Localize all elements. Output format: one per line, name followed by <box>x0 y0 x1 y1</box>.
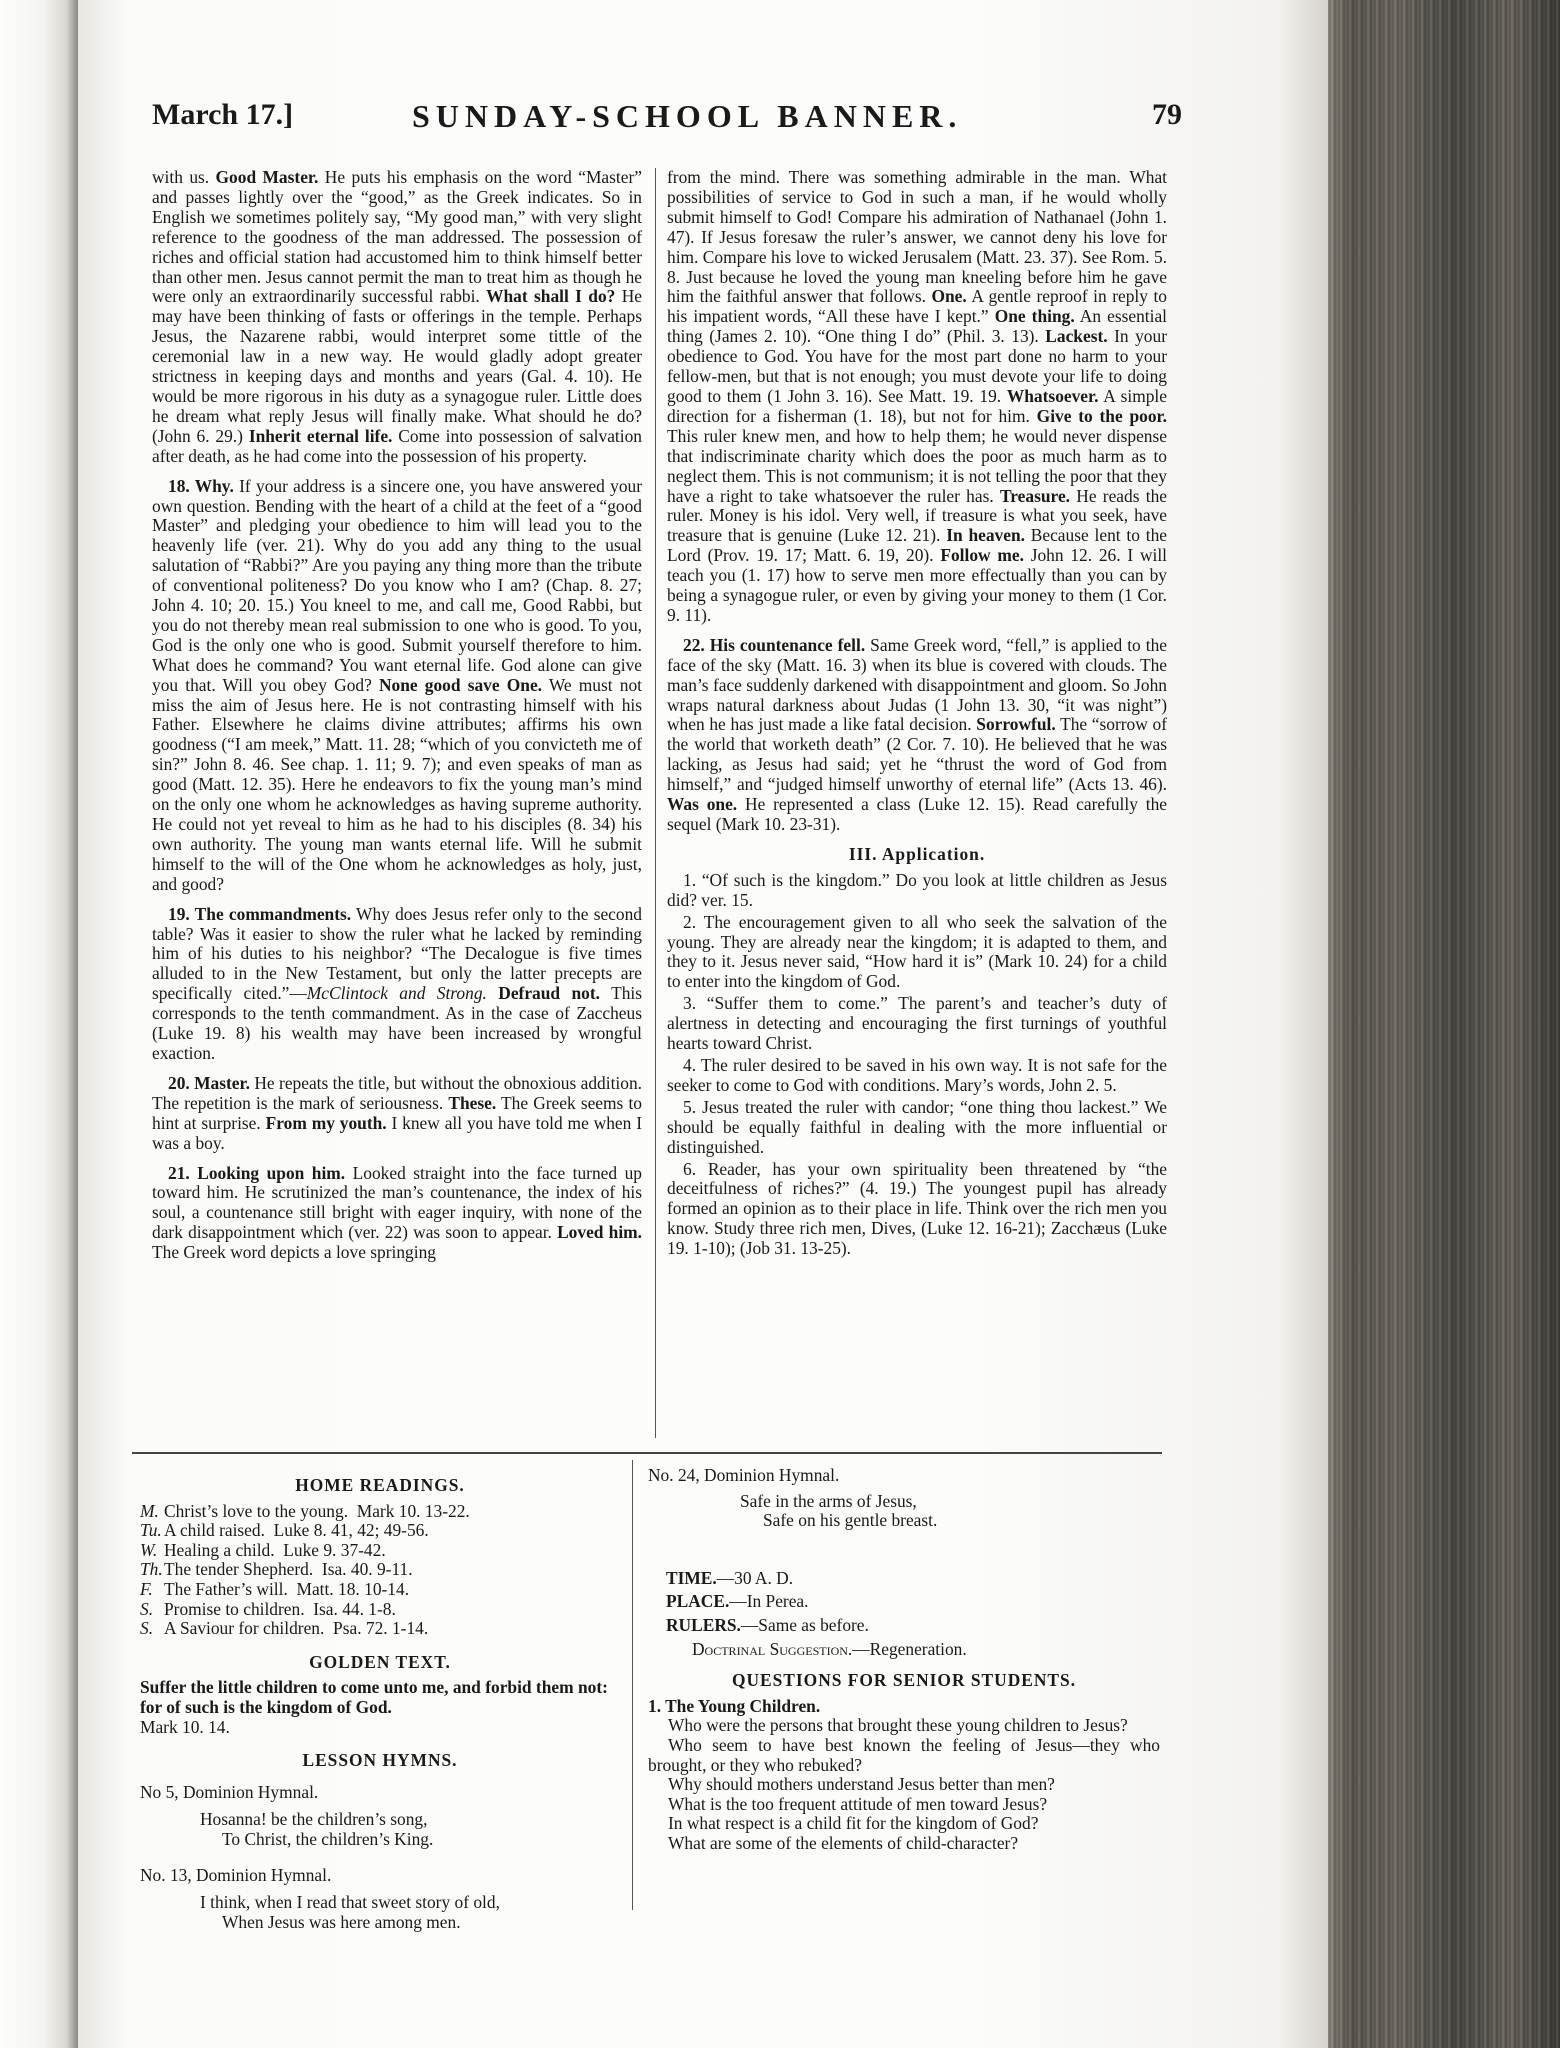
bold-keyword: Follow me. <box>940 545 1024 566</box>
bold-keyword: One. <box>931 286 967 307</box>
text-run: John 12. 26. I will teach you (1. 17) how to serve men more effectually than you can by being a synagogue ruler, or even by giving your money to them (1 Cor. 9. 11). <box>667 545 1167 625</box>
hymn-line: I think, when I read that sweet story of old, <box>200 1892 500 1913</box>
paragraph <box>152 905 642 1064</box>
header-title: SUNDAY-SCHOOL BANNER. <box>412 98 963 134</box>
bold-keyword: From my youth. <box>265 1112 387 1133</box>
text-run: This corresponds to the tenth commandment. As in the case of Zaccheus (Luke 19. 8) his wealth may have been increased by wrongful exaction. <box>152 983 642 1063</box>
hymn-line: Hosanna! be the children’s song, <box>200 1809 428 1830</box>
hymn-number: No. 13, Dominion Hymnal. <box>140 1864 332 1885</box>
text-run: Looked straight into the face turned up toward him. He scrutinized the man’s countenance, the index of his soul, a countenance still bright with eager inquiry, with none of the dark disappointment which (ver. 22) was soon to appear. <box>152 1162 642 1243</box>
reading-row <box>140 1600 620 1620</box>
text-run: The “sorrow of the world that worketh death” (2 Cor. 7. 10). He believed that he was lacking, as Jesus had said; yet he “thrust the word of God from himself,” and “judged himself unworthy of eternal life” (Acts 13. 46). <box>667 714 1167 795</box>
right-text-column <box>667 168 1167 1261</box>
reading-day: F. <box>140 1578 153 1599</box>
questions-subheading: 1. The Young Children. <box>648 1695 821 1716</box>
reading-day: Th. <box>140 1559 163 1580</box>
paragraph <box>152 168 642 467</box>
bold-keyword: Inherit eternal life. <box>248 425 393 446</box>
bold-keyword: Loved him. <box>557 1222 642 1243</box>
book-page-edges <box>1328 0 1560 2048</box>
hymn-line: To Christ, the children’s King. <box>222 1828 434 1849</box>
reading-row <box>140 1560 620 1580</box>
hymn-line: Safe on his gentle breast. <box>763 1510 938 1531</box>
reading-day: M. <box>140 1500 159 1521</box>
text-run: An essential thing (James 2. 10). “One thing I do” (Phil. 3. 13). <box>667 306 1167 347</box>
text-run: Because lent to the Lord (Prov. 19. 17; Matt. 6. 19, 20). <box>667 525 1167 566</box>
questions-heading: QUESTIONS FOR SENIOR STUDENTS. <box>731 1670 1077 1691</box>
bold-keyword: One thing. <box>994 306 1075 327</box>
reading-text: The Father’s will. Matt. 18. 10-14. <box>164 1578 410 1599</box>
bottom-column-divider <box>632 1460 633 1910</box>
application-heading: III. Application. <box>848 843 986 864</box>
bold-keyword: Give to the poor. <box>1036 405 1167 426</box>
reading-day: W. <box>140 1539 158 1560</box>
text-run: He reads the ruler. Money is his idol. Very well, if treasure is what you seek, have treasure that is genuine (Luke 12. 21). <box>667 485 1167 546</box>
bold-keyword: Was one. <box>667 794 738 815</box>
application-item: 4. The ruler desired to be saved in his own way. It is not safe for the seeker to come to God with conditions. Mary’s words, John 2. 5. <box>667 1054 1167 1095</box>
bold-keyword: In heaven. <box>946 525 1025 546</box>
question-item: In what respect is a child fit for the kingdom of God? <box>668 1813 1039 1834</box>
bold-keyword: Treasure. <box>999 485 1071 506</box>
question-item: Who seem to have best known the feeling of Jesus—they who brought, or they who rebuked? <box>648 1734 1160 1775</box>
reading-row <box>140 1580 620 1600</box>
bold-keyword: These. <box>448 1092 497 1113</box>
reading-row <box>140 1521 620 1541</box>
question-item: What are some of the elements of child-character? <box>668 1832 1019 1853</box>
text-run: He represented a class (Luke 12. 15). Read carefully the sequel (Mark 10. 23-31). <box>667 794 1167 834</box>
reading-text: Christ’s love to the young. Mark 10. 13-22. <box>164 1500 470 1521</box>
doctrinal-suggestion: Doctrinal Suggestion.—Regeneration. <box>692 1638 967 1659</box>
reading-row <box>140 1619 620 1639</box>
text-run: He may have been thinking of fasts or offerings in the temple. Perhaps Jesus, the Nazarene rabbi, would interpret some tittle of the ceremonial law in a new way. He would gladly adopt greater strictness in keeping days and months and years (Gal. 4. 10). He would be more rigorous in his duty as a synagogue ruler. Little does he dream what reply Jesus will finally make. What should he do? (John 6. 29.) <box>152 286 642 446</box>
reading-text: A child raised. Luke 8. 41, 42; 49-56. <box>164 1520 429 1541</box>
reading-row <box>140 1541 620 1561</box>
hymn-line: When Jesus was here among men. <box>222 1911 461 1932</box>
bold-keyword: 18. Why. <box>168 475 234 496</box>
text-run: This ruler knew men, and how to help them; he would never dispense that indiscriminate charity which does the poor as much harm as to neglect them. This is not communism; it is not telling the poor that they have a right to take whatsoever the ruler has. <box>667 425 1167 506</box>
home-readings-list <box>140 1502 620 1639</box>
right-paragraphs <box>667 168 1167 835</box>
lesson-hymns-heading: LESSON HYMNS. <box>302 1750 458 1771</box>
column-divider <box>655 168 656 1438</box>
text-run: He repeats the title, but without the obnoxious addition. The repetition is the mark of seriousness. <box>152 1072 642 1113</box>
reading-text: Promise to children. Isa. 44. 1-8. <box>164 1598 396 1619</box>
paragraph <box>152 1074 642 1154</box>
question-item: What is the too frequent attitude of men toward Jesus? <box>668 1793 1048 1814</box>
text-run: A simple direction for a fisherman (1. 18), but not for him. <box>667 385 1167 426</box>
text-run: Same Greek word, “fell,” is applied to the face of the sky (Matt. 16. 3) when its blue is covered with clouds. The man’s face suddenly darkened with disappointment and gloom. So John wraps natural darkness about Judas (1 John 13. 30, “it was night”) when he has just made a like fatal decision. <box>667 634 1167 735</box>
text-run: A gentle reproof in reply to his impatient words, “All these have I kept.” <box>667 286 1167 327</box>
text-run: We must not miss the aim of Jesus here. He is not contrasting himself with his Father. Elsewhere he claims divine attributes; affirms his own goodness (“I am meek,” Matt. 11. 28; “which of you convicteth me of sin?” John 8. 46. See chap. 1. 11; 9. 7); and even speaks of man as good (Matt. 12. 35). Here he endeavors to fix the young man’s mind on the only one whom he acknowledges as having supreme authority. He could not yet reveal to him as he had to his disciples (8. 34) his own authority. The young man wants eternal life. Will he submit himself to the will of the One whom he acknowledges as holy, just, and good? <box>152 674 642 894</box>
bold-keyword: Defraud not. <box>498 983 600 1004</box>
text-run: Why does Jesus refer only to the second table? Was it easier to show the ruler what he lacked by reminding him of his duties to his neighbor? “The Decalogue is five times alluded to in the New Testament, but only the latter precepts are specifically cited.”— <box>152 903 642 1004</box>
header-date: March 17.] <box>152 98 294 131</box>
lesson-time: TIME.—30 A. D. <box>666 1567 794 1588</box>
bold-keyword: 19. The commandments. <box>168 903 352 924</box>
bold-keyword: Lackest. <box>1045 326 1108 347</box>
text-run: In your obedience to God. You have for the most part done no harm to your fellow-men, but that is not enough; you must devote your life to doing good to them (1 John 3. 16). See Matt. 19. 19. <box>667 326 1167 406</box>
questions-list <box>648 1716 1160 1853</box>
bold-keyword: Whatsoever. <box>1006 385 1099 406</box>
text-run: If your address is a sincere one, you have answered your own question. Bending with the heart of a child at the feet of a “good Master” and pledging your obedience to him will lead you to the heavenly life (ver. 21). Why do you add any thing to the usual salutation of “Rabbi?” Are you paying any thing more than the tribute of conventional politeness? Do you know who I am? (Chap. 8. 27; John 4. 10; 20. 15.) You kneel to me, and call me, Good Rabbi, but you do not thereby mean real submission to one who is good. To you, God is the only one who is good. Submit yourself therefore to him. What does he command? You want eternal life. God alone can give you that. Will you obey God? <box>152 475 642 695</box>
running-header <box>152 98 1182 158</box>
reading-day: S. <box>140 1598 154 1619</box>
golden-text: Suffer the little children to come unto me, and forbid them not: for of such is the kingdom of God. <box>140 1677 608 1717</box>
lesson-sidebar-left <box>140 1466 620 1932</box>
bold-keyword: 20. Master. <box>168 1072 250 1093</box>
italic-citation: McClintock and Strong. <box>306 983 487 1004</box>
paragraph <box>152 477 642 895</box>
reading-text: Healing a child. Luke 9. 37-42. <box>164 1539 386 1560</box>
lesson-rulers: RULERS.—Same as before. <box>666 1614 869 1635</box>
application-item: 1. “Of such is the kingdom.” Do you look at little children as Jesus did? ver. 15. <box>667 869 1167 910</box>
left-text-column <box>152 168 642 1273</box>
text-run: Come into possession of salvation after death, as he had come into the possession of his property. <box>152 425 642 466</box>
reading-text: A Saviour for children. Psa. 72. 1-14. <box>164 1618 429 1639</box>
reading-day: Tu. <box>140 1520 162 1541</box>
paragraph <box>667 168 1167 626</box>
text-run: with us. <box>152 167 216 187</box>
hymn-line: Safe in the arms of Jesus, <box>740 1490 917 1511</box>
application-item: 2. The encouragement given to all who seek the salvation of the young. They are already near the kingdom; it is adapted to them, and they to it. Jesus never said, “How hard it is” (Mark 10. 24) for a child to enter into the kingdom of God. <box>667 911 1167 992</box>
question-item: Who were the persons that brought these young children to Jesus? <box>668 1715 1128 1736</box>
paragraph <box>667 636 1167 835</box>
lesson-sidebar-right <box>648 1466 1160 1854</box>
reading-row <box>140 1502 620 1522</box>
hymn-number: No 5, Dominion Hymnal. <box>140 1781 319 1802</box>
home-readings-heading: HOME READINGS. <box>295 1475 465 1495</box>
application-item: 5. Jesus treated the ruler with candor; “one thing thou lackest.” We should be equally faithful in dealing with the more influential or distinguished. <box>667 1096 1167 1157</box>
bold-keyword: Sorrowful. <box>976 714 1056 735</box>
facing-page-edge <box>0 0 78 2048</box>
text-run: The Greek seems to hint at surprise. <box>152 1092 642 1133</box>
bold-keyword: None good save One. <box>378 674 543 695</box>
bold-keyword: 21. Looking upon him. <box>168 1162 346 1183</box>
section-rule <box>132 1452 1162 1454</box>
question-item: Why should mothers understand Jesus better than men? <box>668 1774 1055 1795</box>
text-run: from the mind. There was something admirable in the man. What possibilities of service to God in such a man, if he would wholly submit himself to God! Compare his admiration of Nathanael (John 1. 47). If Jesus foresaw the ruler’s answer, we cannot deny his love for him. Compare his love to wicked Jerusalem (Matt. 23. 37). See Rom. 5. 8. Just because he loved the young man kneeling before him he gave him the faithful answer that follows. <box>667 167 1167 307</box>
application-item: 3. “Suffer them to come.” The parent’s and teacher’s duty of alertness in detecting and encouraging the first turnings of youthful hearts toward Christ. <box>667 993 1167 1054</box>
paragraph <box>152 1164 642 1264</box>
page-number: 79 <box>1152 98 1182 131</box>
text-run: He puts his emphasis on the word “Master” and passes lightly over the “good,” as the Greek indicates. So in English we sometimes politely say, “My good man,” with very slight reference to the goodness of the man addressed. The possession of riches and official station had accustomed him to think himself better than other men. Jesus cannot permit the man to treat him as though he were only an extraordinarily successful rabbi. <box>152 167 642 307</box>
bold-keyword: What shall I do? <box>486 286 616 307</box>
golden-text-heading: GOLDEN TEXT. <box>309 1651 451 1672</box>
application-item: 6. Reader, has your own spirituality been threatened by “the deceitfulness of riches?” (4. 19.) The youngest pupil has already formed an opinion as to their place in life. Think over the rich men you know. Study three rich men, Dives, (Luke 12. 16-21); Zacchæus (Luke 19. 1-10); (Job 31. 13-25). <box>667 1158 1167 1259</box>
application-list <box>667 871 1167 1259</box>
reading-text: The tender Shepherd. Isa. 40. 9-11. <box>164 1559 413 1580</box>
golden-text-reference: Mark 10. 14. <box>140 1716 230 1737</box>
text-run: I knew all you have told me when I was a boy. <box>152 1112 642 1153</box>
reading-day: S. <box>140 1618 154 1639</box>
text-run: The Greek word depicts a love springing <box>152 1242 436 1263</box>
hymn-number: No. 24, Dominion Hymnal. <box>648 1465 840 1485</box>
text-run <box>487 983 498 1003</box>
bold-keyword: Good Master. <box>215 167 319 187</box>
lesson-place: PLACE.—In Perea. <box>666 1591 809 1612</box>
bold-keyword: 22. His countenance fell. <box>683 634 866 655</box>
